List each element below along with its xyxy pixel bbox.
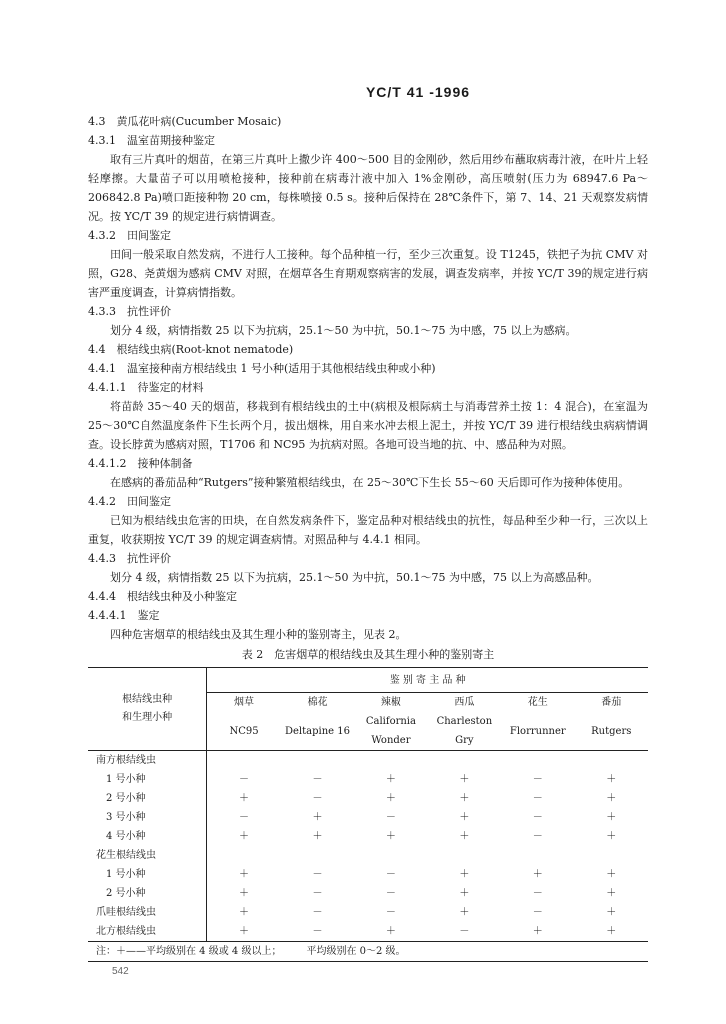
reaction-cell: －: [385, 869, 396, 880]
corner-line-2: 和生理小种: [122, 712, 173, 723]
reaction-cell: －: [312, 888, 323, 899]
reaction-cell: [575, 751, 648, 771]
reaction-cell: [501, 751, 574, 771]
table-row: [88, 751, 648, 771]
table-body: [88, 751, 648, 942]
reaction-cell: [428, 751, 501, 771]
row-label: 爪哇根结线虫: [88, 903, 207, 922]
reaction-cell: －: [385, 888, 396, 899]
paragraph: 四种危害烟草的根结线虫及其生理小种的鉴别寄主，见表 2。: [110, 628, 407, 641]
table-title: 表 2 危害烟草的根结线虫及其生理小种的鉴别寄主: [241, 648, 495, 661]
section-heading: 4.3 黄瓜花叶病(Cucumber Mosaic): [88, 115, 282, 128]
reaction-cell: ＋: [459, 793, 470, 804]
reaction-cell: ＋: [459, 812, 470, 823]
section-heading: 4.4.4.1 鉴定: [88, 609, 160, 622]
paragraph: 划分 4 级，病情指数 25 以下为抗病，25.1～50 为中抗，50.1～75 为中感，75 以上为高感品种。: [110, 571, 599, 584]
section-heading: 4.4.1.2 接种体制备: [88, 457, 193, 470]
reaction-cell: －: [532, 907, 543, 918]
table-row: [88, 865, 648, 884]
paragraph: 取有三片真叶的烟苗，在第三片真叶上撒少许 400～500 目的金刚砂，然后用纱布蘸取病毒汁液，在叶片上轻轻摩擦。大量苗子可以用喷枪接种，接种前在病毒汁液中加入 1%金刚砂，高压喷射(压力为 68947.6 Pa～206842.8 Pa)喷口距接种物 20 cm，每株喷接 0.5 s。接种后保持在 28℃条件下，第 7、14、21 天观察发病情况。按 YC/T 39 的规定进行病情调查。: [88, 153, 648, 223]
reaction-cell: －: [239, 812, 250, 823]
reaction-cell: －: [532, 812, 543, 823]
host-chinese-name: 花生: [527, 697, 548, 708]
host-latin-name: Rutgers: [575, 712, 648, 751]
table-corner-header: [88, 668, 207, 751]
reaction-cell: －: [385, 907, 396, 918]
host-chinese-name: 烟草: [234, 697, 255, 708]
table-row: [88, 846, 648, 865]
reaction-cell: －: [239, 774, 250, 785]
reaction-cell: －: [312, 907, 323, 918]
table-row: [88, 827, 648, 846]
reaction-cell: [207, 751, 281, 771]
reaction-cell: [354, 751, 427, 771]
reaction-cell: ＋: [532, 869, 543, 880]
host-latin-name: NC95: [207, 712, 281, 751]
page-header: YC/T 41 -1996: [365, 84, 471, 100]
section-heading: 4.4.4 根结线虫种及小种鉴定: [88, 590, 237, 603]
reaction-cell: ＋: [606, 831, 617, 842]
reaction-cell: ＋: [459, 907, 470, 918]
reaction-cell: －: [532, 793, 543, 804]
section-heading: 4.4.1.1 待鉴定的材料: [88, 381, 204, 394]
reaction-cell: [281, 846, 354, 865]
reaction-cell: ＋: [239, 793, 250, 804]
paragraph: 已知为根结线虫危害的田块，在自然发病条件下，鉴定品种对根结线虫的抗性，每品种至少种一行，三次以上重复，收获期按 YC/T 39 的规定调查病情。对照品种与 4.4.1 相同。: [88, 514, 648, 546]
reaction-cell: －: [532, 831, 543, 842]
paragraph: 在感病的番茄品种“Rutgers”接种繁殖根结线虫，在 25～30℃下生长 55～60 天后即可作为接种体使用。: [110, 476, 630, 489]
reaction-cell: [281, 751, 354, 771]
row-label: 1 号小种: [88, 865, 207, 884]
reaction-cell: ＋: [459, 774, 470, 785]
reaction-cell: ＋: [606, 926, 617, 937]
differential-host-table: [88, 667, 648, 962]
text-sections: [88, 112, 648, 644]
row-label: 北方根结线虫: [88, 922, 207, 942]
reaction-cell: ＋: [606, 793, 617, 804]
table-row: [88, 903, 648, 922]
row-label: 1 号小种: [88, 770, 207, 789]
reaction-cell: [501, 846, 574, 865]
reaction-cell: ＋: [532, 926, 543, 937]
reaction-cell: ＋: [385, 774, 396, 785]
reaction-cell: －: [385, 812, 396, 823]
reaction-cell: ＋: [239, 888, 250, 899]
row-label: 2 号小种: [88, 789, 207, 808]
host-chinese-name: 西瓜: [454, 697, 475, 708]
reaction-cell: [207, 846, 281, 865]
reaction-cell: ＋: [606, 907, 617, 918]
table-row: [88, 770, 648, 789]
section-heading: 4.4.3 抗性评价: [88, 552, 171, 565]
row-label: 2 号小种: [88, 884, 207, 903]
reaction-cell: －: [532, 888, 543, 899]
reaction-cell: ＋: [385, 831, 396, 842]
reaction-cell: ＋: [606, 888, 617, 899]
section-heading: 4.4.1 温室接种南方根结线虫 1 号小种(适用于其他根结线虫种或小种): [88, 362, 436, 375]
reaction-cell: [354, 846, 427, 865]
corner-line-1: 根结线虫种: [122, 694, 173, 705]
host-chinese-name: 番茄: [601, 697, 622, 708]
row-label: 南方根结线虫: [88, 751, 207, 771]
section-heading: 4.3.1 温室苗期接种鉴定: [88, 134, 215, 147]
reaction-cell: ＋: [459, 831, 470, 842]
reaction-cell: －: [312, 869, 323, 880]
reaction-cell: ＋: [606, 812, 617, 823]
paragraph: 将苗龄 35～40 天的烟苗，移栽到有根结线虫的土中(病根及根际病土与消毒营养土按 1：4 混合)，在室温为 25～30℃自然温度条件下生长两个月，拔出烟株，用自来水冲去根上泥土，并按 YC/T 39 进行根结线虫病病情调查。设长脖黄为感病对照，T1706 和 NC95 为抗病对照。各地可设当地的抗、中、感品种为对照。: [88, 400, 648, 451]
reaction-cell: －: [459, 926, 470, 937]
row-label: 4 号小种: [88, 827, 207, 846]
table-row: [88, 789, 648, 808]
host-chinese-name: 棉花: [307, 697, 328, 708]
table-row: [88, 922, 648, 942]
reaction-cell: ＋: [385, 793, 396, 804]
reaction-cell: ＋: [606, 869, 617, 880]
table-row: [88, 884, 648, 903]
document-body: [88, 112, 648, 962]
table-note: 注：＋——平均级别在 4 级或 4 级以上； 平均级别在 0～2 级。: [88, 942, 648, 962]
reaction-cell: ＋: [239, 907, 250, 918]
section-heading: 4.3.3 抗性评价: [88, 305, 171, 318]
reaction-cell: ＋: [312, 812, 323, 823]
paragraph: 划分 4 级，病情指数 25 以下为抗病，25.1～50 为中抗，50.1～75 为中感，75 以上为感病。: [110, 324, 577, 337]
row-label: 3 号小种: [88, 808, 207, 827]
reaction-cell: －: [312, 774, 323, 785]
host-chinese-name: 辣椒: [380, 697, 401, 708]
row-label: 花生根结线虫: [88, 846, 207, 865]
host-group-header: 鉴 别 寄 主 品 种: [207, 668, 648, 693]
host-latin-name: Deltapine 16: [281, 712, 354, 751]
page-number: 542: [112, 966, 129, 977]
reaction-cell: ＋: [312, 831, 323, 842]
host-latin-name: Charleston Gry: [428, 712, 501, 751]
reaction-cell: ＋: [459, 888, 470, 899]
reaction-cell: －: [312, 793, 323, 804]
reaction-cell: [428, 846, 501, 865]
paragraph: 田间一般采取自然发病，不进行人工接种。每个品种植一行，至少三次重复。设 T1245，铁把子为抗 CMV 对照，G28、尧黄烟为感病 CMV 对照，在烟草各生育期观察病害的发展，调查发病率，并按 YC/T 39的规定进行病害严重度调查，计算病情指数。: [88, 248, 648, 299]
reaction-cell: －: [312, 926, 323, 937]
reaction-cell: ＋: [459, 869, 470, 880]
reaction-cell: ＋: [606, 774, 617, 785]
reaction-cell: ＋: [239, 869, 250, 880]
section-heading: 4.4 根结线虫病(Root-knot nematode): [88, 343, 294, 356]
reaction-cell: ＋: [239, 926, 250, 937]
host-latin-name: California Wonder: [354, 712, 427, 751]
section-heading: 4.4.2 田间鉴定: [88, 495, 171, 508]
reaction-cell: [575, 846, 648, 865]
reaction-cell: ＋: [385, 926, 396, 937]
reaction-cell: ＋: [239, 831, 250, 842]
table-row: [88, 808, 648, 827]
reaction-cell: －: [532, 774, 543, 785]
host-latin-name: Florrunner: [501, 712, 574, 751]
section-heading: 4.3.2 田间鉴定: [88, 229, 171, 242]
